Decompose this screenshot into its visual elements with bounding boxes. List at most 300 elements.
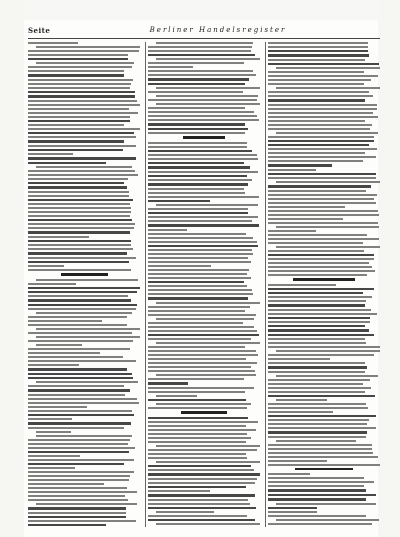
text-line <box>268 477 364 479</box>
text-line <box>268 234 367 236</box>
text-line <box>28 479 129 481</box>
text-line <box>268 152 365 154</box>
text-line <box>156 318 254 320</box>
text-line <box>268 108 377 110</box>
text-line <box>268 321 370 323</box>
text-line <box>268 214 379 216</box>
text-line <box>28 240 131 242</box>
text-line <box>28 471 134 473</box>
text-line <box>268 452 373 454</box>
text-line <box>36 312 132 314</box>
text-line <box>268 511 317 513</box>
text-line <box>276 246 380 248</box>
text-line <box>268 523 372 525</box>
text-line <box>268 262 369 264</box>
text-line <box>28 406 87 408</box>
text-line <box>148 473 260 475</box>
text-line <box>148 128 248 130</box>
text-line <box>28 149 123 151</box>
text-line <box>276 226 379 228</box>
text-line <box>148 306 250 308</box>
text-line <box>148 54 255 56</box>
text-line <box>268 415 376 417</box>
text-line <box>28 66 132 68</box>
text-line <box>28 95 135 97</box>
text-line <box>28 104 140 106</box>
text-line <box>28 58 128 60</box>
text-line <box>268 218 343 220</box>
text-line <box>28 182 124 184</box>
text-line <box>148 519 255 521</box>
text-line <box>28 178 128 180</box>
text-line <box>148 503 250 505</box>
text-line <box>148 417 248 419</box>
text-line <box>148 62 244 64</box>
text-line <box>268 354 374 356</box>
text-line <box>28 252 127 254</box>
text-line <box>36 435 132 437</box>
text-line <box>156 204 258 206</box>
text-line <box>268 481 374 483</box>
text-line <box>28 308 136 310</box>
text-line <box>268 489 366 491</box>
text-line <box>268 346 380 348</box>
text-line <box>28 447 135 449</box>
text-line <box>148 150 252 152</box>
text-line <box>268 75 378 77</box>
text-line <box>148 237 253 239</box>
text-line <box>148 146 247 148</box>
text-line <box>28 422 131 424</box>
text-line <box>276 87 380 89</box>
text-line <box>28 116 130 118</box>
text-line <box>156 523 260 525</box>
text-line <box>148 494 255 496</box>
text-line <box>148 83 245 85</box>
text-line <box>148 330 257 332</box>
text-line <box>156 58 260 60</box>
text-line <box>268 329 369 331</box>
text-line <box>148 437 251 439</box>
text-line <box>268 99 365 101</box>
text-line <box>148 261 251 263</box>
text-line <box>148 115 257 117</box>
text-line <box>28 145 136 147</box>
text-line <box>148 78 249 80</box>
text-line <box>148 334 259 336</box>
text-line <box>268 444 372 446</box>
text-line <box>268 79 371 81</box>
text-line <box>268 300 366 302</box>
text-line <box>28 385 124 387</box>
text-line <box>148 179 252 181</box>
text-line <box>148 257 248 259</box>
text-line <box>148 224 259 226</box>
text-line <box>148 425 246 427</box>
text-line <box>148 370 255 372</box>
text-line <box>28 91 135 93</box>
text-line <box>28 507 126 509</box>
text-line <box>28 368 127 370</box>
text-line <box>148 293 253 295</box>
text-line <box>148 453 246 455</box>
text-line <box>148 183 248 185</box>
text-line <box>28 191 129 193</box>
text-line <box>268 140 374 142</box>
text-line <box>148 289 252 291</box>
text-line <box>28 248 133 250</box>
text-line <box>28 291 137 293</box>
text-line <box>28 50 139 52</box>
text-line <box>28 257 136 259</box>
header-rule <box>28 38 380 39</box>
text-line <box>268 242 363 244</box>
text-line <box>28 236 89 238</box>
text-line <box>28 324 127 326</box>
text-line <box>28 195 129 197</box>
text-line <box>36 381 138 383</box>
text-line <box>28 356 123 358</box>
text-line <box>148 111 254 113</box>
text-line <box>268 407 368 409</box>
text-line <box>148 46 252 48</box>
text-line <box>268 515 366 517</box>
text-line <box>148 142 247 144</box>
text-line <box>156 511 214 513</box>
text-line <box>268 54 369 56</box>
text-line <box>28 402 139 404</box>
text-line <box>268 173 376 175</box>
text-line <box>28 348 130 350</box>
text-line <box>268 338 365 340</box>
text-line <box>268 91 369 93</box>
text-line <box>28 140 124 142</box>
text-line <box>28 132 134 134</box>
text-line <box>28 414 134 416</box>
text-line <box>268 387 371 389</box>
text-line <box>148 253 253 255</box>
text-line <box>148 391 245 393</box>
text-line <box>148 486 246 488</box>
text-line <box>148 50 251 52</box>
text-line <box>148 350 256 352</box>
text-line <box>268 284 336 286</box>
text-line <box>28 394 125 396</box>
text-line <box>28 112 138 114</box>
scan-margin-top <box>0 0 400 20</box>
text-line <box>268 164 332 166</box>
text-line <box>28 54 128 56</box>
page-number: Seite <box>28 26 51 35</box>
text-line <box>148 119 259 121</box>
text-line <box>28 244 131 246</box>
text-line <box>28 316 127 318</box>
text-line <box>276 503 376 505</box>
text-line <box>268 431 367 433</box>
text-line <box>148 233 246 235</box>
text-line <box>148 192 245 194</box>
text-line <box>28 516 126 518</box>
text-line <box>28 443 128 445</box>
text-line <box>156 342 260 344</box>
text-line <box>148 171 258 173</box>
text-line <box>148 449 257 451</box>
text-line <box>268 395 375 397</box>
text-line <box>148 200 210 202</box>
text-line <box>148 346 245 348</box>
text-line <box>268 222 378 224</box>
text-line <box>148 265 211 267</box>
text-line <box>28 499 128 501</box>
text-line <box>276 132 378 134</box>
text-line <box>268 177 376 179</box>
text-line <box>28 261 129 263</box>
text-line <box>268 383 363 385</box>
text-line <box>28 120 130 122</box>
text-line <box>268 498 366 500</box>
text-line <box>148 66 193 68</box>
text-line <box>148 196 259 198</box>
text-line <box>148 366 251 368</box>
text-line <box>36 62 134 64</box>
text-line <box>28 223 135 225</box>
text-line <box>28 211 131 213</box>
text-line <box>268 427 376 429</box>
text-line <box>148 478 257 480</box>
text-column-1 <box>28 42 140 527</box>
text-line <box>268 391 365 393</box>
text-line <box>148 229 187 231</box>
text-line <box>268 124 372 126</box>
text-line <box>148 457 247 459</box>
text-column-2 <box>148 42 260 527</box>
text-line <box>28 287 140 289</box>
text-line <box>148 433 247 435</box>
text-line <box>268 371 365 373</box>
text-line <box>36 503 137 505</box>
text-line <box>28 418 72 420</box>
text-line <box>28 332 132 334</box>
text-line <box>268 288 374 290</box>
text-line <box>268 274 367 276</box>
text-line <box>28 74 124 76</box>
text-line <box>268 258 374 260</box>
text-line <box>148 362 257 364</box>
text-line <box>28 495 125 497</box>
text-line <box>148 507 256 509</box>
text-line <box>148 188 244 190</box>
text-line <box>28 70 124 72</box>
text-line <box>148 70 253 72</box>
text-line <box>268 358 330 360</box>
text-line <box>268 456 378 458</box>
text-line <box>148 269 249 271</box>
text-line <box>28 398 137 400</box>
text-line <box>268 254 374 256</box>
text-line <box>268 292 363 294</box>
text-line <box>148 382 188 384</box>
text-line <box>36 336 140 338</box>
text-line <box>268 325 365 327</box>
text-line <box>28 128 140 130</box>
text-line <box>268 266 372 268</box>
text-line <box>36 279 138 281</box>
text-line <box>276 440 356 442</box>
text-line <box>148 273 247 275</box>
text-line <box>28 389 130 391</box>
text-line <box>28 524 106 526</box>
text-line <box>148 358 246 360</box>
text-line <box>148 378 244 380</box>
text-line <box>268 238 379 240</box>
text-line <box>28 136 136 138</box>
text-line <box>28 463 124 465</box>
text-line <box>148 429 256 431</box>
text-line <box>268 190 366 192</box>
text-line <box>28 455 80 457</box>
text-line <box>148 322 243 324</box>
text-line <box>28 512 126 514</box>
text-line <box>268 185 371 187</box>
text-line <box>148 326 254 328</box>
text-line <box>28 265 64 267</box>
text-line <box>268 460 327 462</box>
section-heading <box>295 468 353 471</box>
text-line <box>148 123 245 125</box>
text-line <box>156 403 251 405</box>
text-line <box>148 91 243 93</box>
text-line <box>148 249 252 251</box>
text-line <box>268 104 377 106</box>
text-line <box>268 366 367 368</box>
text-line <box>156 42 253 44</box>
text-line <box>148 297 248 299</box>
text-column-3 <box>268 42 380 527</box>
text-line <box>28 360 136 362</box>
text-line <box>268 202 376 204</box>
text-line <box>268 148 377 150</box>
text-line <box>268 194 377 196</box>
text-line <box>148 241 257 243</box>
section-heading <box>181 411 226 414</box>
text-line <box>276 519 379 521</box>
text-line <box>268 419 369 421</box>
page-header <box>28 26 380 38</box>
text-line <box>268 46 368 48</box>
text-line <box>28 199 133 201</box>
text-line <box>268 42 368 44</box>
text-line <box>148 354 258 356</box>
text-line <box>268 116 378 118</box>
text-line <box>276 181 380 183</box>
text-line <box>268 270 375 272</box>
running-title: Berliner Handelsregister <box>149 26 287 34</box>
text-line <box>28 520 136 522</box>
text-line <box>28 170 135 172</box>
text-line <box>148 338 251 340</box>
text-line <box>268 473 310 475</box>
text-line <box>148 285 247 287</box>
text-line <box>268 156 376 158</box>
text-line <box>148 281 244 283</box>
text-line <box>148 277 251 279</box>
text-line <box>276 375 378 377</box>
text-line <box>148 166 250 168</box>
text-line <box>156 395 197 397</box>
text-line <box>148 107 245 109</box>
text-line <box>36 344 82 346</box>
text-line <box>268 448 372 450</box>
text-line <box>28 203 130 205</box>
text-line <box>148 154 257 156</box>
text-line <box>268 112 373 114</box>
text-line <box>36 431 71 433</box>
text-line <box>268 342 366 344</box>
text-line <box>28 299 131 301</box>
text-line <box>36 166 132 168</box>
text-line <box>268 50 368 52</box>
text-line <box>148 310 245 312</box>
text-line <box>28 186 127 188</box>
text-line <box>156 95 258 97</box>
text-line <box>156 461 260 463</box>
text-line <box>28 340 133 342</box>
text-line <box>268 63 379 65</box>
text-line <box>156 374 256 376</box>
text-line <box>28 475 130 477</box>
text-line <box>148 158 258 160</box>
text-line <box>148 74 256 76</box>
text-line <box>148 208 248 210</box>
text-line <box>28 207 131 209</box>
text-line <box>28 491 137 493</box>
text-line <box>268 334 374 336</box>
text-line <box>268 362 365 364</box>
text-line <box>268 379 370 381</box>
text-line <box>148 469 254 471</box>
text-line <box>268 464 380 466</box>
text-line <box>28 320 102 322</box>
text-line <box>28 364 79 366</box>
text-line <box>268 436 366 438</box>
text-line <box>148 132 245 134</box>
text-line <box>148 245 258 247</box>
section-heading <box>183 136 226 139</box>
text-line <box>268 250 364 252</box>
text-line <box>148 490 210 492</box>
text-line <box>268 169 316 171</box>
text-line <box>268 230 316 232</box>
section-heading <box>293 278 355 281</box>
text-line <box>28 459 134 461</box>
text-line <box>268 411 333 413</box>
text-line <box>28 100 137 102</box>
text-line <box>28 153 73 155</box>
text-line <box>268 403 366 405</box>
text-line <box>28 231 130 233</box>
text-line <box>28 42 78 44</box>
text-line <box>148 99 257 101</box>
text-line <box>148 441 246 443</box>
text-line <box>28 410 132 412</box>
text-line <box>28 157 136 159</box>
text-line <box>148 407 247 409</box>
text-line <box>268 485 364 487</box>
text-line <box>268 59 365 61</box>
text-line <box>28 108 129 110</box>
text-line <box>148 212 248 214</box>
text-line <box>148 482 255 484</box>
